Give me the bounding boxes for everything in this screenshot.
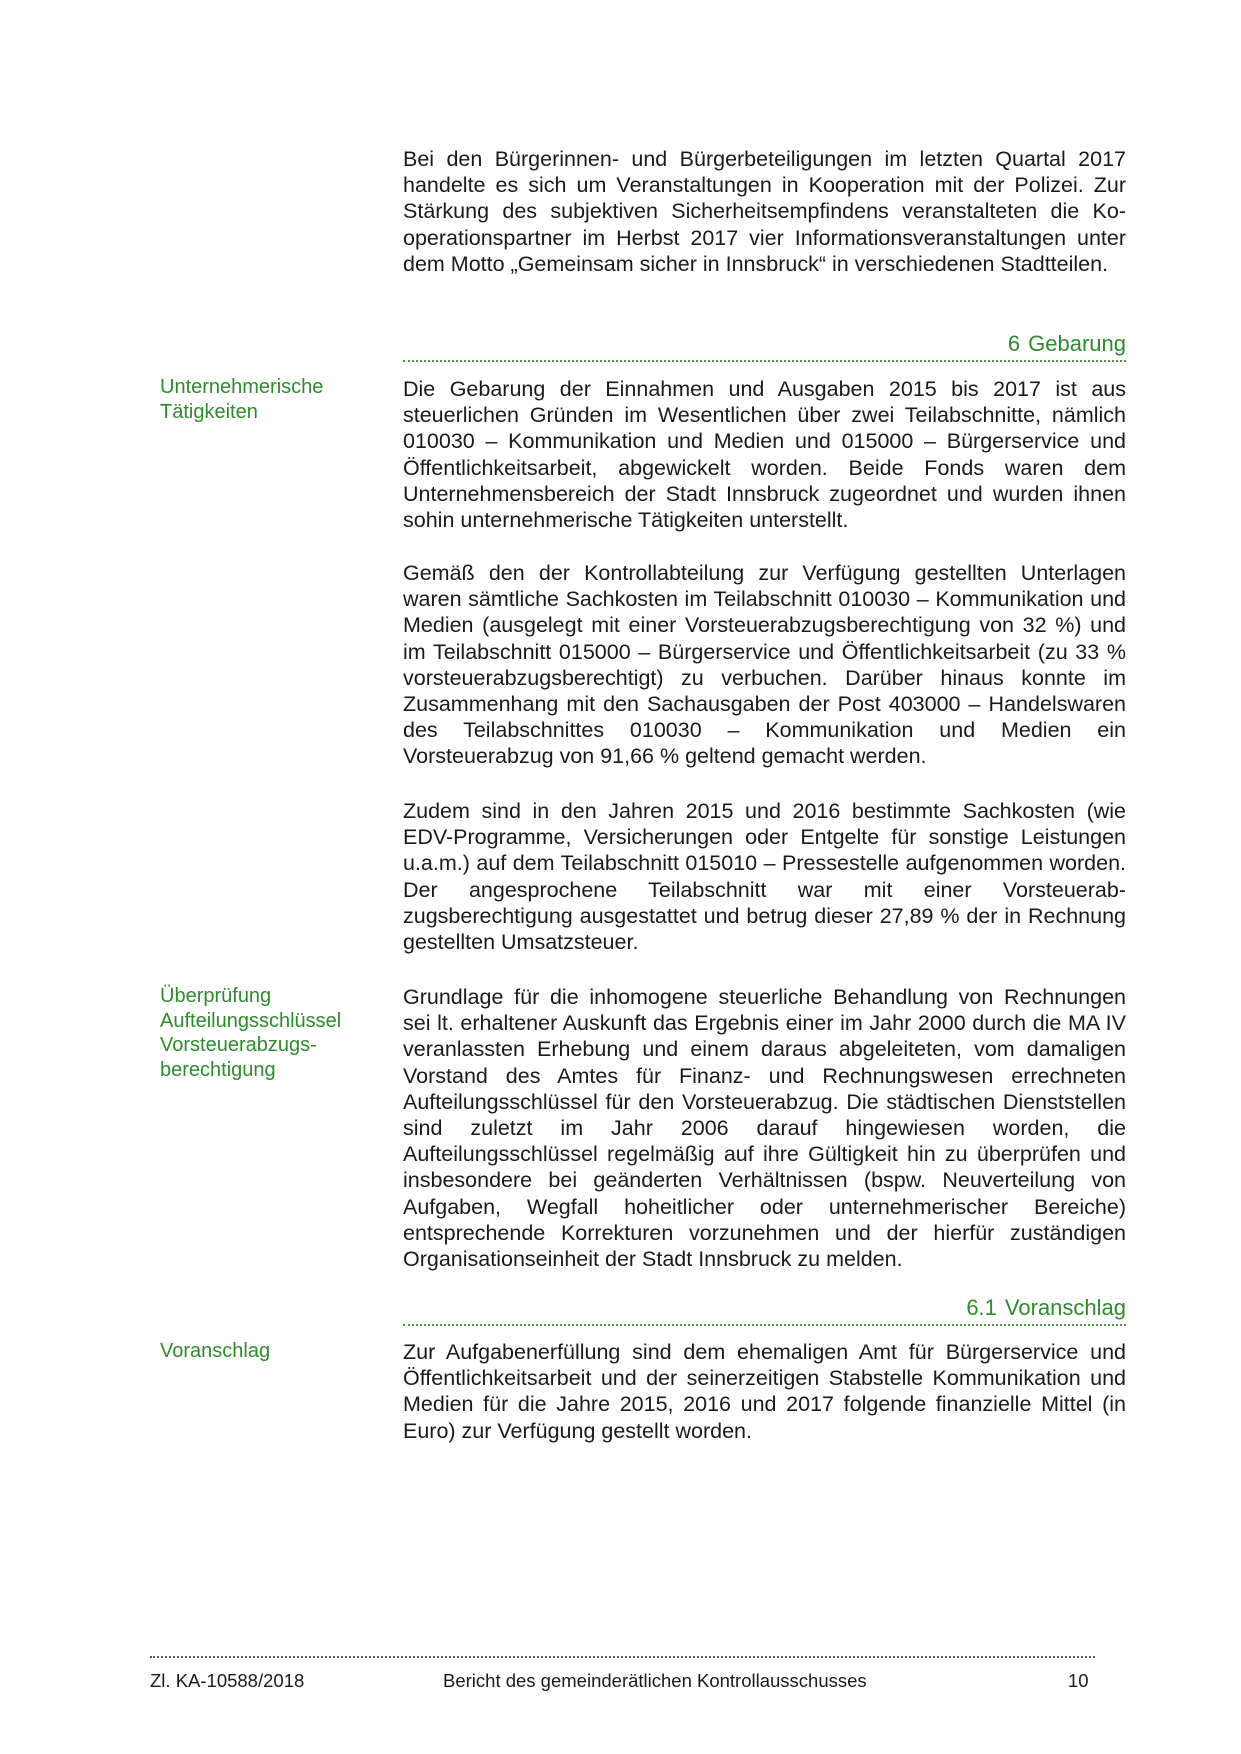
section-heading-6-1 <box>403 1295 1126 1321</box>
page-number: 10 <box>1068 1670 1089 1691</box>
section-divider <box>403 360 1126 362</box>
footer-reference: Zl. KA-10588/2018 <box>150 1670 305 1691</box>
paragraph-gebarung: Die Gebarung der Einnahmen und Ausgaben 2015 bis 2017 ist aus steuerlichen Gründen im Wesentlichen über zwei Teilabschnitte, nämlich 010030 – Kommunikation und Medien und 015000 – Bürgerservice und Öffentlichkeitsarbeit, abgewickelt worden. Beide Fonds waren dem Unternehmensbereich der Stadt Innsbruck zugeordnet und wurden ihnen sohin unternehmerische Tätigkeiten unterstellt. <box>403 377 1126 533</box>
footer-divider <box>150 1656 1095 1658</box>
margin-note-voranschlag: Voranschlag <box>160 1340 271 1362</box>
section-number: 6.1 <box>966 1295 997 1320</box>
paragraph-sachkosten: Gemäß den der Kontrollabteilung zur Verfügung gestellten Unterlagen waren sämtliche Sachkosten im Teilabschnitt 010030 – Kommunikation und Medien (ausgelegt mit einer Vorsteuerabzugsberechtigung von 32 %) und im Teilabschnitt 015000 – Bürgerservice und Öffentlichkeitsarbeit (zu 33 % vorsteuerabzugsberechtigt) zu verbuchen. Darüber hinaus konnte im Zusammenhang mit den Sachausgaben der Post 403000 – Handelswaren des Teilabschnittes 010030 – Kommunikation und Medien ein Vorsteuerabzug von 91,66 % geltend gemacht werden. <box>403 561 1126 769</box>
section-title: Gebarung <box>1028 331 1126 356</box>
footer-title: Bericht des gemeinderätlichen Kontrollausschusses <box>443 1670 867 1691</box>
paragraph-voranschlag: Zur Aufgabenerfüllung sind dem ehemaligen Amt für Bürgerservice und Öffentlichkeitsarbeit und der seinerzeitigen Stabstelle Kommunikation und Medien für die Jahre 2015, 2016 und 2017 folgende finanzielle Mittel (in Euro) zur Verfügung gestellt worden. <box>403 1340 1126 1443</box>
paragraph-pressestelle: Zudem sind in den Jahren 2015 und 2016 bestimmte Sachkosten (wie EDV-Programme, Versicherungen oder Entgelte für sonstige Leistungen u.a.m.) auf dem Teilabschnitt 015010 – Pressestelle aufgenommen worden. Der angesprochene Teilabschnitt war mit einer Vorsteuerabzugsberechtigung ausgestattet und betrug dieser 27,89 % der in Rechnung gestellten Umsatzsteuer. <box>403 799 1126 955</box>
intro-paragraph: Bei den Bürgerinnen- und Bürgerbeteiligungen im letzten Quartal 2017 handelte es sich um Veranstaltungen in Kooperation mit der Polizei. Zur Stärkung des subjektiven Sicherheitsempfindens veranstalteten die Kooperationspartner im Herbst 2017 vier Informationsveranstaltungen unter dem Motto „Gemeinsam sicher in Innsbruck“ in verschiedenen Stadtteilen. <box>403 147 1126 276</box>
margin-note-unternehmerische: Unternehmerische Tätigkeiten <box>160 376 324 423</box>
margin-note-ueberpruefung: Überprüfung Aufteilungsschlüssel Vorsteuerabzugsberechtigung <box>160 985 342 1081</box>
paragraph-aufteilungsschluessel: Grundlage für die inhomogene steuerliche Behandlung von Rechnungen sei lt. erhaltener Auskunft das Ergebnis einer im Jahr 2000 durch die MA IV veranlassten Erhebung und einem daraus abgeleiteten, vom damaligen Vorstand des Amtes für Finanz- und Rechnungswesen errechneten Aufteilungsschlüssel für den Vorsteuerabzug. Die städtischen Dienststellen sind zuletzt im Jahr 2006 darauf hingewiesen worden, die Aufteilungsschlüssel regelmäßig auf ihre Gültigkeit hin zu überprüfen und insbesondere bei geänderten Verhältnissen (bspw. Neuverteilung von Aufgaben, Wegfall hoheitlicher oder unternehmerischer Bereiche) entsprechende Korrekturen vorzunehmen und der hierfür zuständigen Organisationseinheit der Stadt Innsbruck zu melden. <box>403 985 1126 1272</box>
section-number: 6 <box>1007 331 1021 356</box>
section-title: Voranschlag <box>1004 1295 1126 1320</box>
section-heading-6 <box>403 331 1126 357</box>
section-divider <box>403 1324 1126 1326</box>
